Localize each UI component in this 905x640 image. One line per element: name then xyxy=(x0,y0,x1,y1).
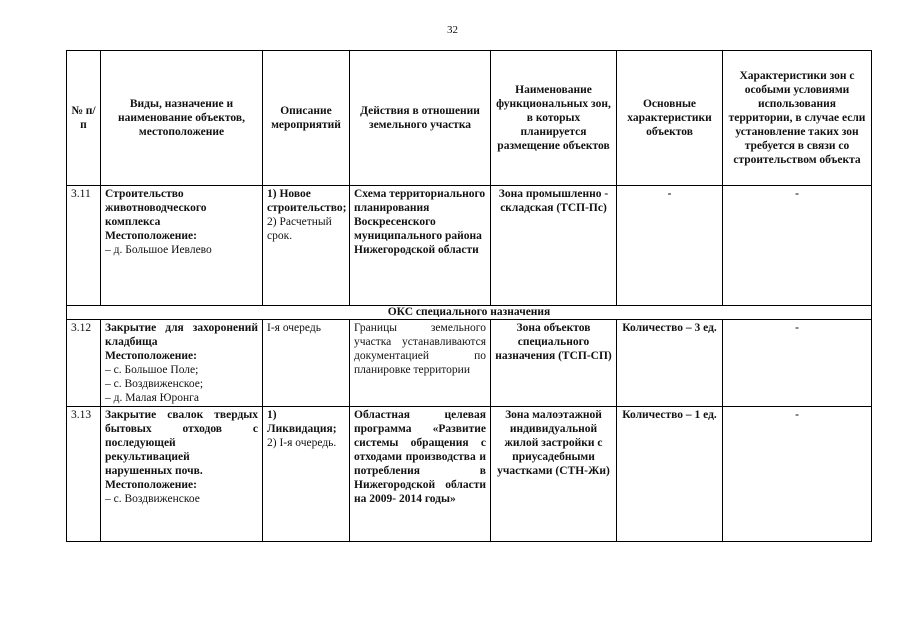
object-title: Строительство животноводческого комплекса xyxy=(105,188,207,228)
header-zone: Наименование функциональных зон, в которых планируется размещение объектов xyxy=(491,51,617,186)
location-item: – с. Большое Поле; xyxy=(105,364,199,376)
zone-cell: Зона промышленно - складская (ТСП-Пс) xyxy=(491,186,617,306)
characteristics-cell: - xyxy=(617,186,723,306)
objects-table xyxy=(66,50,872,542)
special-zones-cell: - xyxy=(723,407,872,542)
header-special-zones: Характеристики зон с особыми условиями использования территории, в случае если установление таких зон требуется в связи со строительством объекта xyxy=(723,51,872,186)
header-num: № п/п xyxy=(67,51,101,186)
characteristics-cell xyxy=(617,320,723,407)
object-title: Закрытие для захоронений кладбища xyxy=(105,322,258,348)
object-title: Закрытие свалок твердых бытовых отходов с последующей рекультивацией нарушенных почв. xyxy=(105,409,258,477)
measure-item: I-я очередь xyxy=(267,322,321,334)
measures-cell xyxy=(263,320,350,407)
measure-item: 1) Ликвидация; xyxy=(267,409,337,435)
measures-cell xyxy=(263,407,350,542)
actions-cell: Областная целевая программа «Развитие системы обращения с отходами производства и потребления в Нижегородской области на 2009- 2014 годы» xyxy=(350,407,491,542)
measure-item: 2) I-я очередь. xyxy=(267,437,337,449)
location-item: – д. Большое Иевлево xyxy=(105,244,212,256)
section-title: ОКС специального назначения xyxy=(67,306,872,320)
measures-cell xyxy=(263,186,350,306)
actions-cell: Схема территориального планирования Воскресенского муниципального района Нижегородской области xyxy=(350,186,491,306)
header-characteristics: Основные характеристики объектов xyxy=(617,51,723,186)
object-cell xyxy=(101,320,263,407)
location-label: Местоположение: xyxy=(105,350,197,362)
actions-cell: Границы земельного участка устанавливаются документацией по планировке территории xyxy=(350,320,491,407)
measure-item: 2) Расчетный срок. xyxy=(267,216,332,242)
object-cell xyxy=(101,186,263,306)
zone-cell: Зона объектов специального назначения (ТСП-СП) xyxy=(491,320,617,407)
special-zones-cell: - xyxy=(723,320,872,407)
measure-item: 1) Новое строительство; xyxy=(267,188,347,214)
location-item: – с. Воздвиженское; xyxy=(105,378,204,390)
location-label: Местоположение: xyxy=(105,230,197,242)
location-label: Местоположение: xyxy=(105,479,197,491)
table-row xyxy=(67,320,872,407)
characteristics-cell xyxy=(617,407,723,542)
row-num: 3.11 xyxy=(67,186,101,306)
header-measures: Описание мероприятий xyxy=(263,51,350,186)
object-cell xyxy=(101,407,263,542)
characteristics-value: Количество – 3 ед. xyxy=(622,322,717,334)
location-item: – д. Малая Юронга xyxy=(105,392,199,404)
row-num: 3.12 xyxy=(67,320,101,407)
row-num: 3.13 xyxy=(67,407,101,542)
table-row xyxy=(67,186,872,306)
header-object: Виды, назначение и наименование объектов, местоположение xyxy=(101,51,263,186)
section-row xyxy=(67,306,872,320)
location-item: – с. Воздвиженское xyxy=(105,493,200,505)
page-number: 32 xyxy=(447,24,458,36)
header-actions: Действия в отношении земельного участка xyxy=(350,51,491,186)
table-row xyxy=(67,407,872,542)
special-zones-cell: - xyxy=(723,186,872,306)
zone-cell: Зона малоэтажной индивидуальной жилой застройки с приусадебными участками (СТН-Жи) xyxy=(491,407,617,542)
characteristics-value: Количество – 1 ед. xyxy=(622,409,717,421)
table-header-row xyxy=(67,51,872,186)
